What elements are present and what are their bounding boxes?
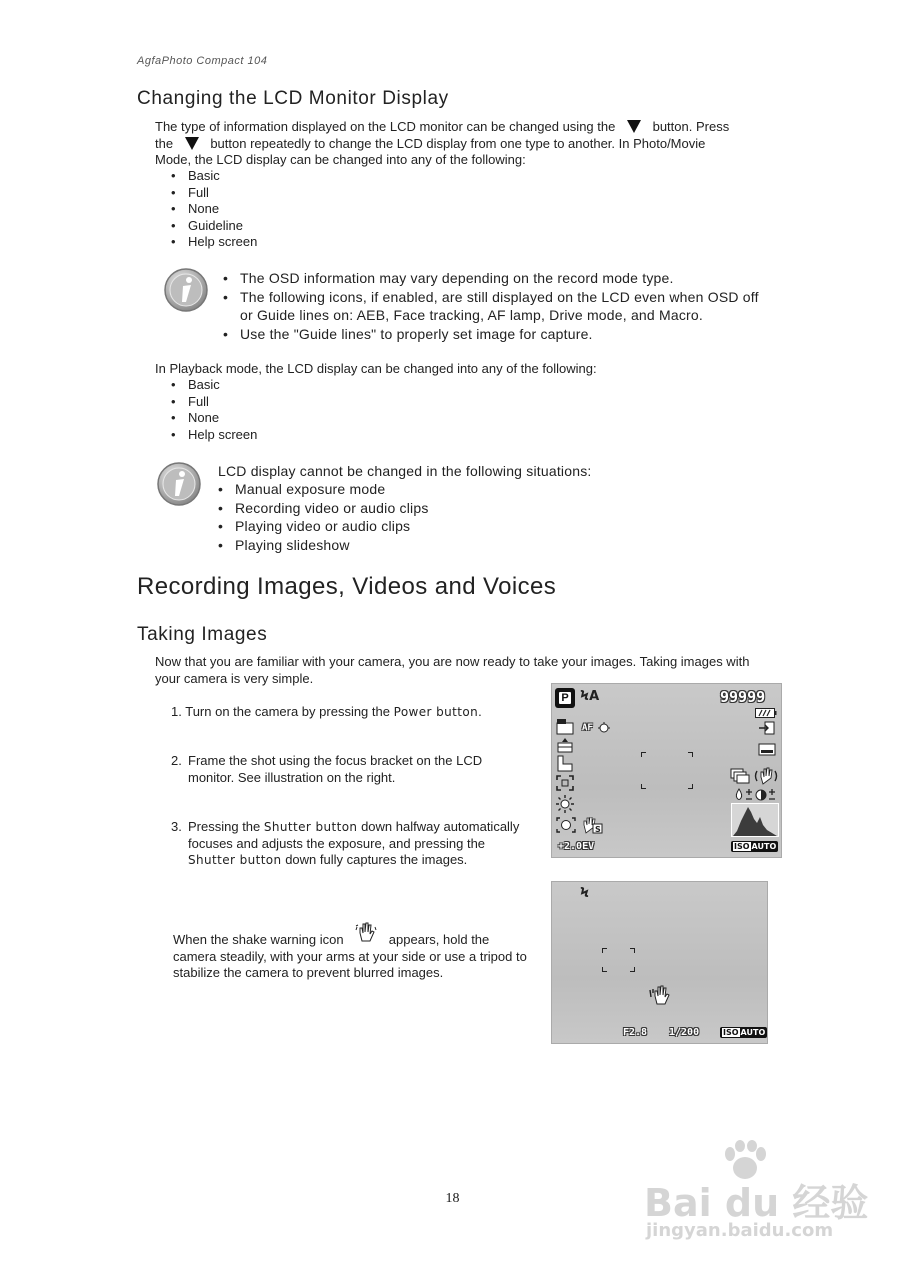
step-number: 1. bbox=[171, 704, 182, 719]
step-number: 3. bbox=[171, 819, 182, 834]
shutter-speed: 1/200 bbox=[669, 1027, 700, 1038]
playback-intro: In Playback mode, the LCD display can be changed into any of the following: bbox=[155, 361, 597, 376]
page-number: 18 bbox=[445, 1191, 460, 1206]
list-item: • Playing slideshow bbox=[218, 536, 429, 555]
watermark bbox=[640, 1140, 869, 1245]
photo-mode-list bbox=[171, 168, 257, 251]
list-item: • Basic bbox=[171, 168, 257, 185]
step-3-text-a: Pressing the bbox=[188, 819, 261, 834]
intro-text-b: button. Press bbox=[652, 119, 730, 134]
list-item: • Help screen bbox=[171, 234, 257, 251]
iso-badge bbox=[731, 841, 778, 852]
list-item: • Playing video or audio clips bbox=[218, 517, 429, 536]
af-lamp-icon bbox=[598, 722, 610, 734]
svg-text:S: S bbox=[595, 825, 601, 834]
shake-text-a: When the shake warning icon bbox=[173, 932, 344, 947]
list-item: • Guideline bbox=[171, 218, 257, 235]
step-3-text-c: down halfway automatically focuses and adjusts the exposure, and pressing the bbox=[188, 819, 520, 851]
playback-mode-list bbox=[171, 377, 257, 443]
chapter-title-recording: Recording Images, Videos and Voices bbox=[137, 573, 557, 600]
focus-bracket-corner bbox=[630, 948, 635, 953]
iso-value: AUTO bbox=[751, 842, 777, 851]
focus-area-icon bbox=[556, 775, 574, 791]
intro-text-e: Mode, the LCD display can be changed into any of the following: bbox=[155, 152, 526, 167]
power-button-label: Power button bbox=[393, 705, 479, 719]
drive-mode-icon bbox=[730, 768, 750, 784]
focus-bracket-corner bbox=[688, 752, 693, 757]
taking-images-intro: Now that you are familiar with your camera, you are now ready to take your images. Taking images with your camera is very simple. bbox=[155, 654, 750, 686]
down-triangle-icon bbox=[627, 120, 641, 133]
iso-badge bbox=[720, 1027, 767, 1038]
mode-badge bbox=[555, 688, 575, 708]
list-item: • Basic bbox=[171, 377, 257, 394]
intro-text-c: the bbox=[155, 135, 174, 151]
section-title-taking-images: Taking Images bbox=[137, 624, 268, 645]
step-2 bbox=[171, 753, 516, 786]
step-3-text-e: down fully captures the images. bbox=[285, 852, 468, 867]
focus-bracket-corner bbox=[602, 967, 607, 972]
shake-warning-icon bbox=[355, 922, 377, 942]
list-item: • Full bbox=[171, 394, 257, 411]
shots-remaining: 99999 bbox=[720, 688, 766, 706]
shake-warning-icon bbox=[753, 767, 779, 785]
lcd-full-osd-illustration bbox=[551, 683, 782, 858]
stabilizer-s-icon bbox=[581, 817, 603, 834]
battery-icon bbox=[755, 708, 777, 718]
histogram bbox=[731, 803, 779, 837]
shake-text-b: appears, hold the bbox=[388, 932, 490, 947]
focus-bracket-corner bbox=[641, 784, 646, 789]
lcd-note-intro: LCD display cannot be changed in the following situations: bbox=[218, 463, 592, 479]
list-item: • The OSD information may vary depending on the record mode type. bbox=[223, 269, 771, 288]
lcd-display-intro bbox=[155, 119, 770, 169]
section-title-lcd-display: Changing the LCD Monitor Display bbox=[137, 88, 449, 109]
white-balance-icon bbox=[556, 795, 574, 813]
focus-bracket-corner bbox=[641, 752, 646, 757]
exposure-compensation: +2.0EV bbox=[558, 841, 595, 852]
shake-warning-text bbox=[173, 922, 538, 982]
list-item: • Use the "Guide lines" to properly set image for capture. bbox=[223, 325, 771, 344]
info-icon bbox=[156, 461, 202, 507]
lcd-note-list bbox=[218, 480, 429, 554]
list-item: • The following icons, if enabled, are still displayed on the LCD even when OSD off or Guide lines on: AEB, Face tracking, AF lamp, Drive mode, and Macro. bbox=[223, 288, 771, 325]
focus-bracket-corner bbox=[630, 967, 635, 972]
osd-note-list bbox=[223, 269, 771, 343]
list-item: • Help screen bbox=[171, 427, 257, 444]
shake-warning-icon bbox=[649, 985, 671, 1005]
list-item: • None bbox=[171, 201, 257, 218]
list-item: • Full bbox=[171, 185, 257, 202]
aperture-value: F2.8 bbox=[623, 1027, 648, 1038]
down-triangle-icon bbox=[185, 137, 199, 150]
list-item: • None bbox=[171, 410, 257, 427]
af-mode-label: AF bbox=[582, 723, 593, 733]
sharpness-icon bbox=[734, 788, 754, 802]
focus-bracket-corner bbox=[602, 948, 607, 953]
mode-letter: P bbox=[559, 692, 571, 704]
step-number: 2. bbox=[171, 753, 182, 768]
image-size-icon bbox=[556, 719, 576, 735]
iso-value: AUTO bbox=[740, 1028, 766, 1037]
info-icon bbox=[163, 267, 209, 313]
shutter-button-label: Shutter button bbox=[188, 853, 282, 867]
focus-bracket-corner bbox=[688, 784, 693, 789]
date-stamp-icon bbox=[758, 743, 776, 756]
step-1 bbox=[171, 704, 521, 721]
shutter-button-label: Shutter button bbox=[263, 820, 358, 834]
watermark-url: jingyan.baidu.com bbox=[646, 1220, 834, 1241]
step-2-text: Frame the shot using the focus bracket on the LCD monitor. See illustration on the right. bbox=[188, 753, 483, 785]
running-header: AgfaPhoto Compact 104 bbox=[137, 55, 268, 67]
quality-icon bbox=[556, 737, 574, 753]
shake-text-c: camera steadily, with your arms at your side or use a tripod to stabilize the camera to prevent blurred images. bbox=[173, 948, 527, 980]
watermark-brand: Bai du 经验 bbox=[644, 1181, 869, 1225]
metering-icon bbox=[557, 755, 573, 772]
card-storage-icon bbox=[759, 721, 775, 735]
lcd-shake-warning-illustration bbox=[551, 881, 768, 1044]
step-3 bbox=[171, 819, 521, 869]
intro-text-a: The type of information displayed on the LCD monitor can be changed using the bbox=[155, 119, 616, 134]
face-tracking-icon bbox=[556, 817, 576, 833]
flash-icon: Ϟ bbox=[580, 886, 590, 901]
step-1-period: . bbox=[478, 704, 482, 719]
step-1-text: Turn on the camera by pressing the bbox=[185, 704, 390, 719]
iso-label: ISO bbox=[734, 842, 750, 851]
contrast-icon bbox=[755, 788, 777, 802]
intro-text-d: button repeatedly to change the LCD display from one type to another. In Photo/Movie bbox=[210, 135, 706, 151]
flash-auto-icon: ϞA bbox=[580, 689, 600, 704]
list-item: • Manual exposure mode bbox=[218, 480, 429, 499]
iso-label: ISO bbox=[723, 1028, 739, 1037]
list-item: • Recording video or audio clips bbox=[218, 499, 429, 518]
